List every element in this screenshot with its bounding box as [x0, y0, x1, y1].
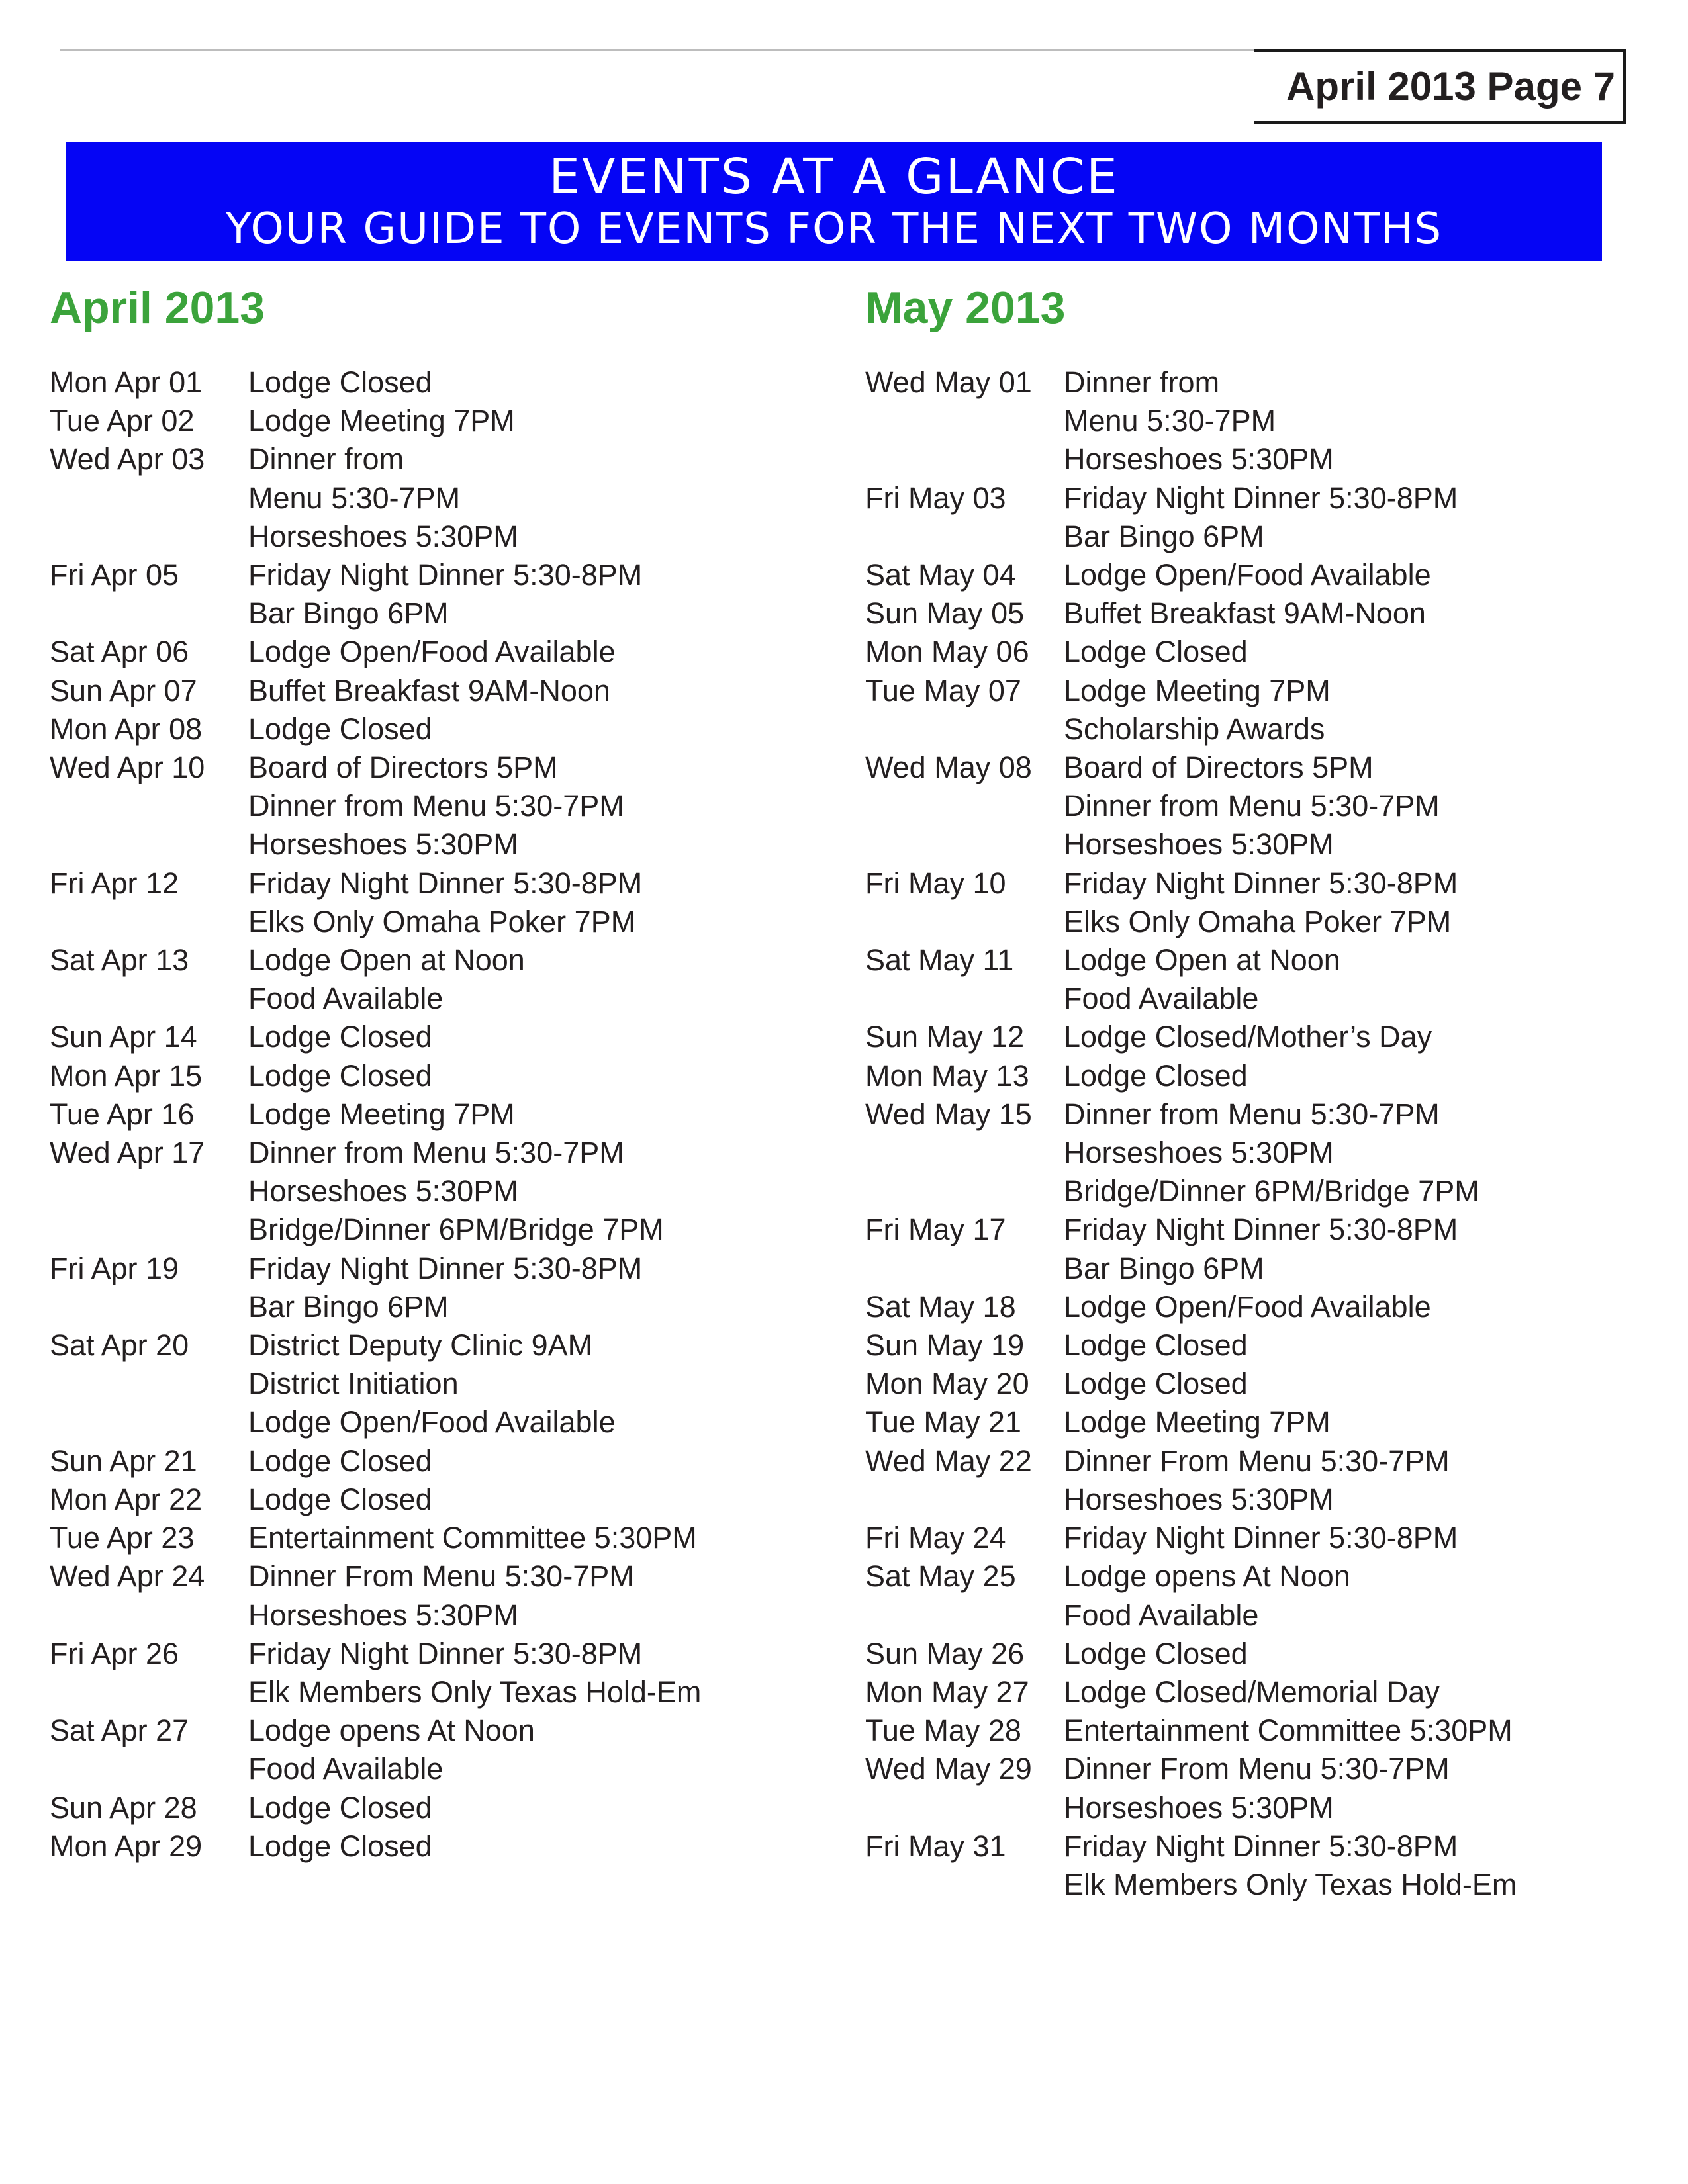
- event-line: Lodge Closed: [248, 1829, 432, 1863]
- event-date: Mon May 13: [865, 1058, 1029, 1093]
- event-row: [50, 672, 811, 710]
- event-line: District Deputy Clinic 9AM: [248, 1328, 593, 1363]
- event-line: Lodge Closed: [248, 1058, 432, 1093]
- month-column-may: [865, 281, 1626, 1904]
- event-line: District Initiation: [248, 1367, 459, 1401]
- event-line: Friday Night Dinner 5:30-8PM: [1064, 1829, 1458, 1863]
- event-description: [248, 1250, 811, 1326]
- event-date: Mon Apr 15: [50, 1058, 203, 1093]
- event-description: [248, 941, 811, 1018]
- event-line: Friday Night Dinner 5:30-8PM: [248, 1636, 643, 1670]
- event-date: Tue May 21: [865, 1405, 1021, 1439]
- event-date: Fri May 03: [865, 480, 1006, 515]
- event-description: [1064, 941, 1626, 1018]
- event-row: [865, 1635, 1626, 1673]
- event-row: [865, 1519, 1626, 1557]
- event-date: Tue May 07: [865, 673, 1021, 707]
- event-row: [865, 1442, 1626, 1519]
- event-line: Elk Members Only Texas Hold-Em: [248, 1674, 702, 1709]
- event-row: [865, 749, 1626, 864]
- event-description: [248, 440, 811, 556]
- event-line: Lodge Closed: [1064, 1058, 1248, 1093]
- event-line: Horseshoes 5:30PM: [1064, 827, 1334, 862]
- event-row: [865, 556, 1626, 594]
- event-line: Bridge/Dinner 6PM/Bridge 7PM: [248, 1212, 664, 1247]
- event-date: Sat Apr 27: [50, 1713, 189, 1748]
- event-line: Lodge opens At Noon: [248, 1713, 535, 1748]
- event-line: Lodge Closed/Mother’s Day: [1064, 1020, 1432, 1054]
- event-date: Sat May 18: [865, 1289, 1016, 1324]
- event-date: Fri Apr 12: [50, 866, 179, 900]
- event-line: Horseshoes 5:30PM: [1064, 442, 1334, 477]
- event-row: [50, 710, 811, 749]
- event-line: Elk Members Only Texas Hold-Em: [1064, 1867, 1517, 1901]
- event-line: Lodge Closed: [248, 1020, 432, 1054]
- event-date: Mon Apr 01: [50, 365, 203, 399]
- event-description: [248, 1095, 811, 1134]
- event-row: [865, 1750, 1626, 1827]
- event-date: Fri May 10: [865, 866, 1006, 900]
- event-row: [865, 1326, 1626, 1365]
- event-line: Friday Night Dinner 5:30-8PM: [1064, 866, 1458, 900]
- event-description: [1064, 479, 1626, 556]
- event-line: Bar Bingo 6PM: [248, 596, 449, 631]
- event-row: [865, 633, 1626, 671]
- event-date: Mon Apr 22: [50, 1482, 203, 1516]
- banner-subtitle: YOUR GUIDE TO EVENTS FOR THE NEXT TWO MONTHS: [225, 205, 1443, 253]
- event-row: [865, 1557, 1626, 1634]
- event-date: Fri Apr 19: [50, 1251, 179, 1285]
- event-description: [1064, 1403, 1626, 1441]
- event-row: [865, 941, 1626, 1018]
- event-description: [248, 1557, 811, 1634]
- event-row: [50, 440, 811, 556]
- event-row: [865, 479, 1626, 556]
- event-row: [50, 1018, 811, 1056]
- event-date: Tue Apr 16: [50, 1097, 195, 1131]
- event-line: Lodge Open/Food Available: [248, 1405, 616, 1439]
- event-date: Wed Apr 10: [50, 751, 205, 785]
- event-row: [865, 1210, 1626, 1287]
- event-date: Fri May 24: [865, 1521, 1006, 1555]
- event-date: Mon May 20: [865, 1367, 1029, 1401]
- event-line: Menu 5:30-7PM: [1064, 404, 1276, 438]
- event-date: Sat May 25: [865, 1559, 1016, 1594]
- event-row: [865, 1365, 1626, 1403]
- event-row: [50, 1711, 811, 1788]
- event-description: [1064, 1326, 1626, 1365]
- event-line: Dinner from: [248, 442, 404, 477]
- event-description: [248, 1018, 811, 1056]
- event-date: Sun May 12: [865, 1020, 1025, 1054]
- event-row: [50, 749, 811, 864]
- event-date: Wed Apr 17: [50, 1136, 205, 1170]
- event-line: Dinner From Menu 5:30-7PM: [1064, 1752, 1450, 1786]
- event-line: Lodge Closed: [248, 1482, 432, 1516]
- event-description: [1064, 1519, 1626, 1557]
- event-description: [1064, 1365, 1626, 1403]
- event-date: Mon May 06: [865, 635, 1029, 669]
- event-date: Sat Apr 13: [50, 943, 189, 978]
- month-heading: May 2013: [865, 283, 1066, 333]
- event-line: Dinner from Menu 5:30-7PM: [248, 1136, 624, 1170]
- event-description: [248, 1442, 811, 1480]
- event-row: [865, 672, 1626, 749]
- event-description: [1064, 1057, 1626, 1095]
- event-line: Lodge Closed: [248, 711, 432, 746]
- event-line: Scholarship Awards: [1064, 711, 1325, 746]
- event-line: Entertainment Committee 5:30PM: [1064, 1713, 1513, 1748]
- event-description: [248, 1480, 811, 1519]
- events-banner: [66, 142, 1602, 261]
- event-description: [248, 402, 811, 440]
- page-label: April 2013 Page 7: [1286, 64, 1615, 109]
- event-row: [865, 594, 1626, 633]
- event-line: Horseshoes 5:30PM: [248, 1598, 518, 1632]
- event-line: Dinner from Menu 5:30-7PM: [248, 789, 624, 823]
- event-line: Buffet Breakfast 9AM-Noon: [1064, 596, 1426, 631]
- event-description: [1064, 1288, 1626, 1326]
- event-row: [50, 1827, 811, 1866]
- event-line: Horseshoes 5:30PM: [248, 519, 518, 553]
- event-description: [1064, 1750, 1626, 1827]
- event-line: Horseshoes 5:30PM: [1064, 1482, 1334, 1516]
- event-description: [1064, 363, 1626, 479]
- event-line: Lodge Meeting 7PM: [1064, 673, 1331, 707]
- event-description: [1064, 864, 1626, 941]
- event-row: [50, 1480, 811, 1519]
- event-line: Friday Night Dinner 5:30-8PM: [1064, 480, 1458, 515]
- event-row: [50, 363, 811, 402]
- event-date: Tue May 28: [865, 1713, 1021, 1748]
- event-row: [865, 1827, 1626, 1904]
- event-row: [865, 363, 1626, 479]
- event-description: [248, 672, 811, 710]
- event-line: Bridge/Dinner 6PM/Bridge 7PM: [1064, 1174, 1479, 1208]
- event-line: Bar Bingo 6PM: [1064, 1251, 1264, 1285]
- event-row: [50, 1250, 811, 1326]
- event-description: [248, 1326, 811, 1442]
- event-description: [248, 556, 811, 633]
- event-line: Lodge Closed: [1064, 1636, 1248, 1670]
- event-line: Friday Night Dinner 5:30-8PM: [248, 1251, 643, 1285]
- event-description: [1064, 594, 1626, 633]
- event-description: [1064, 1442, 1626, 1519]
- event-line: Horseshoes 5:30PM: [1064, 1136, 1334, 1170]
- event-description: [1064, 556, 1626, 594]
- event-description: [1064, 1210, 1626, 1287]
- event-description: [1064, 1557, 1626, 1634]
- event-line: Board of Directors 5PM: [1064, 751, 1374, 785]
- banner-title: EVENTS AT A GLANCE: [549, 148, 1119, 205]
- event-line: Dinner from: [1064, 365, 1220, 399]
- event-date: Sun Apr 28: [50, 1790, 197, 1825]
- event-line: Elks Only Omaha Poker 7PM: [1064, 904, 1452, 938]
- event-row: [865, 1288, 1626, 1326]
- event-line: Lodge Closed: [1064, 1367, 1248, 1401]
- event-list: [50, 363, 811, 1866]
- event-line: Friday Night Dinner 5:30-8PM: [1064, 1521, 1458, 1555]
- event-row: [50, 1442, 811, 1480]
- event-line: Dinner from Menu 5:30-7PM: [1064, 1097, 1440, 1131]
- event-line: Lodge Meeting 7PM: [1064, 1405, 1331, 1439]
- event-row: [50, 1095, 811, 1134]
- event-description: [248, 363, 811, 402]
- event-row: [50, 1326, 811, 1442]
- event-description: [1064, 1635, 1626, 1673]
- event-description: [248, 1134, 811, 1250]
- event-line: Elks Only Omaha Poker 7PM: [248, 904, 636, 938]
- event-line: Buffet Breakfast 9AM-Noon: [248, 673, 610, 707]
- event-row: [865, 1095, 1626, 1211]
- event-description: [248, 1711, 811, 1788]
- event-description: [1064, 1673, 1626, 1711]
- event-description: [248, 1789, 811, 1827]
- event-date: Sun Apr 14: [50, 1020, 197, 1054]
- event-line: Friday Night Dinner 5:30-8PM: [248, 866, 643, 900]
- event-date: Sun Apr 07: [50, 673, 197, 707]
- event-list: [865, 363, 1626, 1904]
- event-row: [865, 864, 1626, 941]
- event-row: [865, 1018, 1626, 1056]
- event-line: Food Available: [248, 1752, 444, 1786]
- event-date: Mon Apr 29: [50, 1829, 203, 1863]
- event-description: [248, 1057, 811, 1095]
- event-row: [50, 1789, 811, 1827]
- event-line: Lodge Closed: [248, 365, 432, 399]
- event-date: Sun May 05: [865, 596, 1025, 631]
- event-date: Wed May 08: [865, 751, 1032, 785]
- event-date: Wed May 15: [865, 1097, 1032, 1131]
- event-line: Lodge Closed: [1064, 1328, 1248, 1363]
- event-line: Lodge Open at Noon: [1064, 943, 1340, 978]
- event-date: Sat Apr 20: [50, 1328, 189, 1363]
- event-row: [50, 633, 811, 671]
- event-line: Horseshoes 5:30PM: [248, 1174, 518, 1208]
- event-line: Dinner From Menu 5:30-7PM: [248, 1559, 634, 1594]
- event-date: Tue Apr 23: [50, 1521, 195, 1555]
- event-row: [865, 1673, 1626, 1711]
- event-description: [1064, 1095, 1626, 1211]
- event-description: [248, 864, 811, 941]
- event-description: [1064, 1827, 1626, 1904]
- event-line: Lodge Open/Food Available: [1064, 558, 1431, 592]
- event-description: [248, 1827, 811, 1866]
- header-rule: [60, 49, 1284, 51]
- event-description: [248, 1519, 811, 1557]
- event-description: [248, 710, 811, 749]
- event-line: Lodge Open/Food Available: [1064, 1289, 1431, 1324]
- event-row: [865, 1711, 1626, 1750]
- event-line: Lodge opens At Noon: [1064, 1559, 1350, 1594]
- event-date: Mon May 27: [865, 1674, 1029, 1709]
- event-row: [50, 864, 811, 941]
- event-row: [50, 1635, 811, 1711]
- event-line: Menu 5:30-7PM: [248, 480, 461, 515]
- event-row: [50, 941, 811, 1018]
- event-line: Board of Directors 5PM: [248, 751, 558, 785]
- event-line: Lodge Closed: [248, 1790, 432, 1825]
- event-description: [248, 1635, 811, 1711]
- event-line: Entertainment Committee 5:30PM: [248, 1521, 697, 1555]
- event-row: [50, 1134, 811, 1250]
- event-row: [50, 1519, 811, 1557]
- event-line: Lodge Meeting 7PM: [248, 1097, 515, 1131]
- event-description: [248, 749, 811, 864]
- event-date: Fri Apr 26: [50, 1636, 179, 1670]
- event-date: Sat May 11: [865, 943, 1014, 978]
- event-line: Friday Night Dinner 5:30-8PM: [248, 558, 643, 592]
- event-date: Wed May 01: [865, 365, 1032, 399]
- event-line: Dinner From Menu 5:30-7PM: [1064, 1443, 1450, 1478]
- event-date: Sun May 19: [865, 1328, 1025, 1363]
- event-date: Tue Apr 02: [50, 404, 195, 438]
- event-row: [50, 1557, 811, 1634]
- event-line: Horseshoes 5:30PM: [1064, 1790, 1334, 1825]
- event-line: Horseshoes 5:30PM: [248, 827, 518, 862]
- event-line: Lodge Open at Noon: [248, 943, 525, 978]
- event-row: [50, 556, 811, 633]
- event-line: Lodge Closed: [248, 1443, 432, 1478]
- event-description: [248, 633, 811, 671]
- month-heading: April 2013: [50, 283, 265, 333]
- event-date: Sun May 26: [865, 1636, 1025, 1670]
- event-line: Lodge Open/Food Available: [248, 635, 616, 669]
- event-row: [50, 1057, 811, 1095]
- event-line: Dinner from Menu 5:30-7PM: [1064, 789, 1440, 823]
- event-description: [1064, 1711, 1626, 1750]
- event-line: Bar Bingo 6PM: [1064, 519, 1264, 553]
- event-date: Wed Apr 03: [50, 442, 205, 477]
- event-line: Bar Bingo 6PM: [248, 1289, 449, 1324]
- event-row: [865, 1057, 1626, 1095]
- event-date: Sun Apr 21: [50, 1443, 197, 1478]
- event-line: Lodge Meeting 7PM: [248, 404, 515, 438]
- event-description: [1064, 633, 1626, 671]
- event-line: Lodge Closed/Memorial Day: [1064, 1674, 1440, 1709]
- event-row: [865, 1403, 1626, 1441]
- event-date: Wed May 22: [865, 1443, 1032, 1478]
- event-date: Fri May 31: [865, 1829, 1006, 1863]
- event-date: Mon Apr 08: [50, 711, 203, 746]
- event-description: [1064, 1018, 1626, 1056]
- event-line: Food Available: [248, 981, 444, 1016]
- event-line: Food Available: [1064, 1598, 1259, 1632]
- event-date: Sat Apr 06: [50, 635, 189, 669]
- event-line: Food Available: [1064, 981, 1259, 1016]
- event-line: Friday Night Dinner 5:30-8PM: [1064, 1212, 1458, 1247]
- event-description: [1064, 749, 1626, 864]
- event-date: Wed Apr 24: [50, 1559, 205, 1594]
- event-line: Lodge Closed: [1064, 635, 1248, 669]
- event-date: Fri May 17: [865, 1212, 1006, 1247]
- event-row: [50, 402, 811, 440]
- month-column-april: [50, 281, 811, 1866]
- event-description: [1064, 672, 1626, 749]
- event-date: Wed May 29: [865, 1752, 1032, 1786]
- event-date: Sat May 04: [865, 558, 1016, 592]
- event-date: Fri Apr 05: [50, 558, 179, 592]
